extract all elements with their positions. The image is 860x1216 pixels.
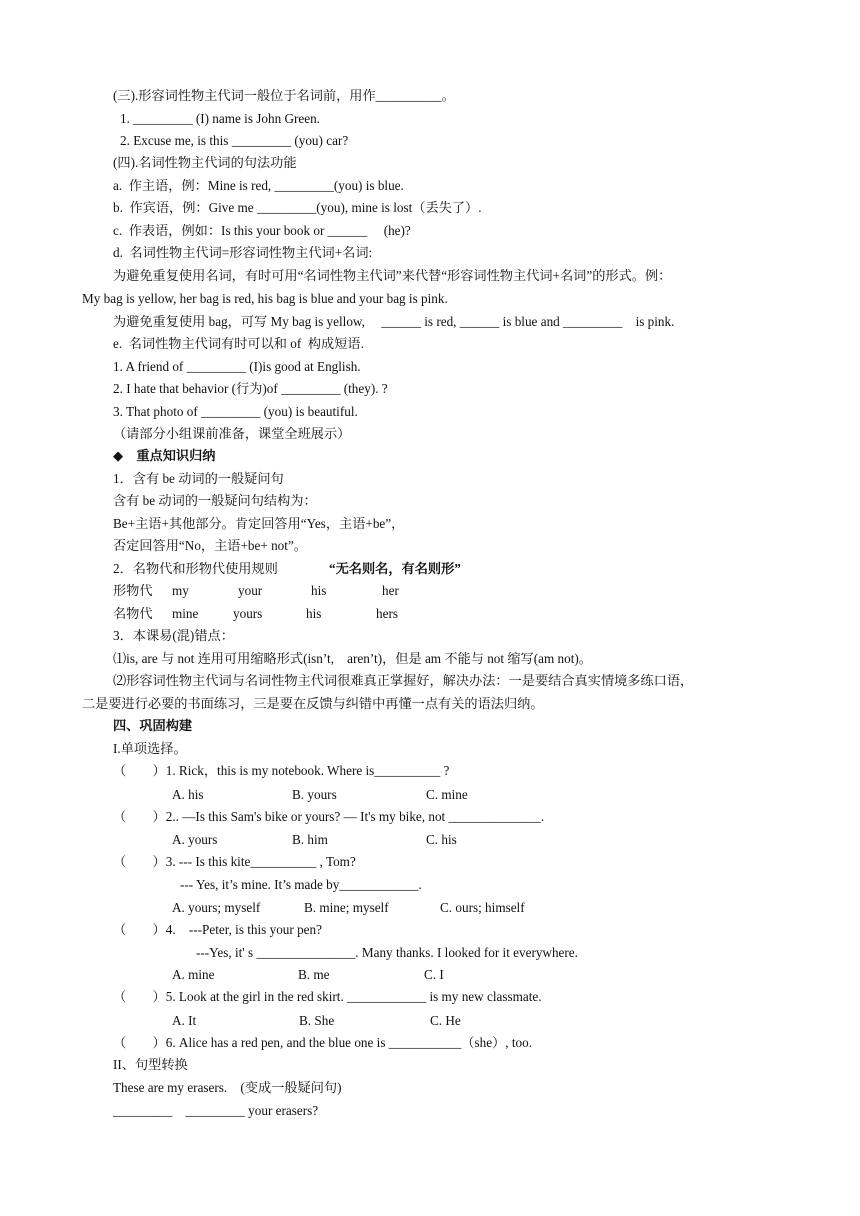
pronoun-cell: hers	[376, 606, 398, 621]
option: A. It	[172, 1013, 197, 1028]
option: C. He	[430, 1013, 461, 1028]
text-line: 为避免重复使用 bag，可写 My bag is yellow, ______ is red, ______ is blue and _________ is pink.	[113, 314, 675, 329]
text-line: ⑴is, are 与 not 连用可用缩略形式(isn’t, aren’t)，但是 am 不能与 not 缩写(am not)。	[113, 651, 592, 666]
text-line: 含有 be 动词的一般疑问句结构为：	[113, 493, 317, 508]
section-3-heading: (三).形容词性物主代词一般位于名词前，用作__________。	[113, 88, 455, 103]
note-line: （请部分小组课前准备，课堂全班展示）	[113, 426, 351, 441]
text-line: a. 作主语，例：Mine is red, _________(you) is blue.	[113, 178, 404, 193]
pronoun-cell: yours	[233, 606, 263, 621]
text-line: e. 名词性物主代词有时可以和 of 构成短语.	[113, 336, 364, 351]
text-line: 为避免重复使用名词，有时可用“名词性物主代词”来代替“形容词性物主代词+名词”的形式。例：	[113, 268, 672, 283]
text-line: d. 名词性物主代词=形容词性物主代词+名词:	[113, 245, 373, 260]
option: C. ours; himself	[440, 900, 525, 915]
transform-answer-line: _________ _________ your erasers?	[113, 1103, 319, 1118]
option: A. his	[172, 787, 204, 802]
question-2: （ ）2.. —Is this Sam's bike or yours? — It's my bike, not ______________.	[113, 809, 545, 824]
text-line: 2．名物代和形物代使用规则	[113, 561, 278, 576]
option: A. mine	[172, 967, 215, 982]
pronoun-cell: my	[172, 583, 189, 598]
part-2-heading: II、句型转换	[113, 1057, 188, 1072]
section-consolidate-heading: 四、巩固构建	[113, 718, 193, 733]
question-6: （ ）6. Alice has a red pen, and the blue one is ___________（she）, too.	[113, 1035, 532, 1050]
key-points-heading: ◆ 重点知识归纳	[113, 448, 216, 463]
exercise-line: 1. _________ (I) name is John Green.	[120, 111, 320, 126]
question-4: （ ）4. ---Peter, is this your pen?	[113, 922, 322, 937]
pronoun-row-label: 名物代	[113, 606, 153, 621]
pronoun-cell: his	[306, 606, 322, 621]
question-4-line-2: ---Yes, it' s _______________. Many thanks. I looked for it everywhere.	[196, 945, 578, 960]
pronoun-cell: your	[238, 583, 263, 598]
option: C. mine	[426, 787, 468, 802]
exercise-line: 2. I hate that behavior (行为)of _________ (they). ?	[113, 381, 388, 396]
option: C. I	[424, 967, 444, 982]
text-line: ⑵形容词性物主代词与名词性物主代词很难真正掌握好，解决办法：一是要结合真实情境多练口语，	[113, 673, 694, 688]
exercise-line: 3. That photo of _________ (you) is beautiful.	[113, 404, 358, 419]
text-line: 1．含有 be 动词的一般疑问句	[113, 471, 284, 486]
text-line: b. 作宾语，例：Give me _________(you), mine is lost（丢失了）.	[113, 200, 482, 215]
option: A. yours	[172, 832, 218, 847]
text-line: My bag is yellow, her bag is red, his bag is blue and your bag is pink.	[82, 291, 448, 306]
transform-sentence: These are my erasers. (变成一般疑问句)	[113, 1080, 342, 1095]
option: B. me	[298, 967, 330, 982]
question-1: （ ）1. Rick，this is my notebook. Where is__________ ?	[113, 763, 450, 778]
question-3-line-2: --- Yes, it’s mine. It’s made by____________.	[180, 877, 422, 892]
option: B. She	[299, 1013, 335, 1028]
text-line: 否定回答用“No，主语+be+ not”。	[113, 538, 307, 553]
exercise-line: 1. A friend of _________ (I)is good at English.	[113, 359, 361, 374]
option: B. yours	[292, 787, 337, 802]
option: C. his	[426, 832, 457, 847]
option: B. mine; myself	[304, 900, 389, 915]
text-line: 3．本课易(混)错点：	[113, 628, 234, 643]
option: B. him	[292, 832, 328, 847]
pronoun-row-label: 形物代	[113, 583, 153, 598]
text-line: 二是要进行必要的书面练习，三是要在反馈与纠错中再懂一点有关的语法归纳。	[82, 696, 544, 711]
text-line: c. 作表语，例如：Is this your book or ______ (he)?	[113, 223, 411, 238]
question-3: （ ）3. --- Is this kite__________ , Tom?	[113, 854, 356, 869]
pronoun-cell: mine	[172, 606, 199, 621]
pronoun-cell: her	[382, 583, 399, 598]
exercise-line: 2. Excuse me, is this _________ (you) car?	[120, 133, 349, 148]
pronoun-cell: his	[311, 583, 327, 598]
part-1-heading: I.单项选择。	[113, 741, 187, 756]
text-line: Be+主语+其他部分。肯定回答用“Yes，主语+be”，	[113, 516, 405, 531]
section-4-heading: (四).名词性物主代词的句法功能	[113, 155, 297, 170]
option: A. yours; myself	[172, 900, 261, 915]
question-5: （ ）5. Look at the girl in the red skirt. ____________ is my new classmate.	[113, 989, 542, 1004]
rule-slogan: “无名则名，有名则形”	[329, 561, 461, 576]
